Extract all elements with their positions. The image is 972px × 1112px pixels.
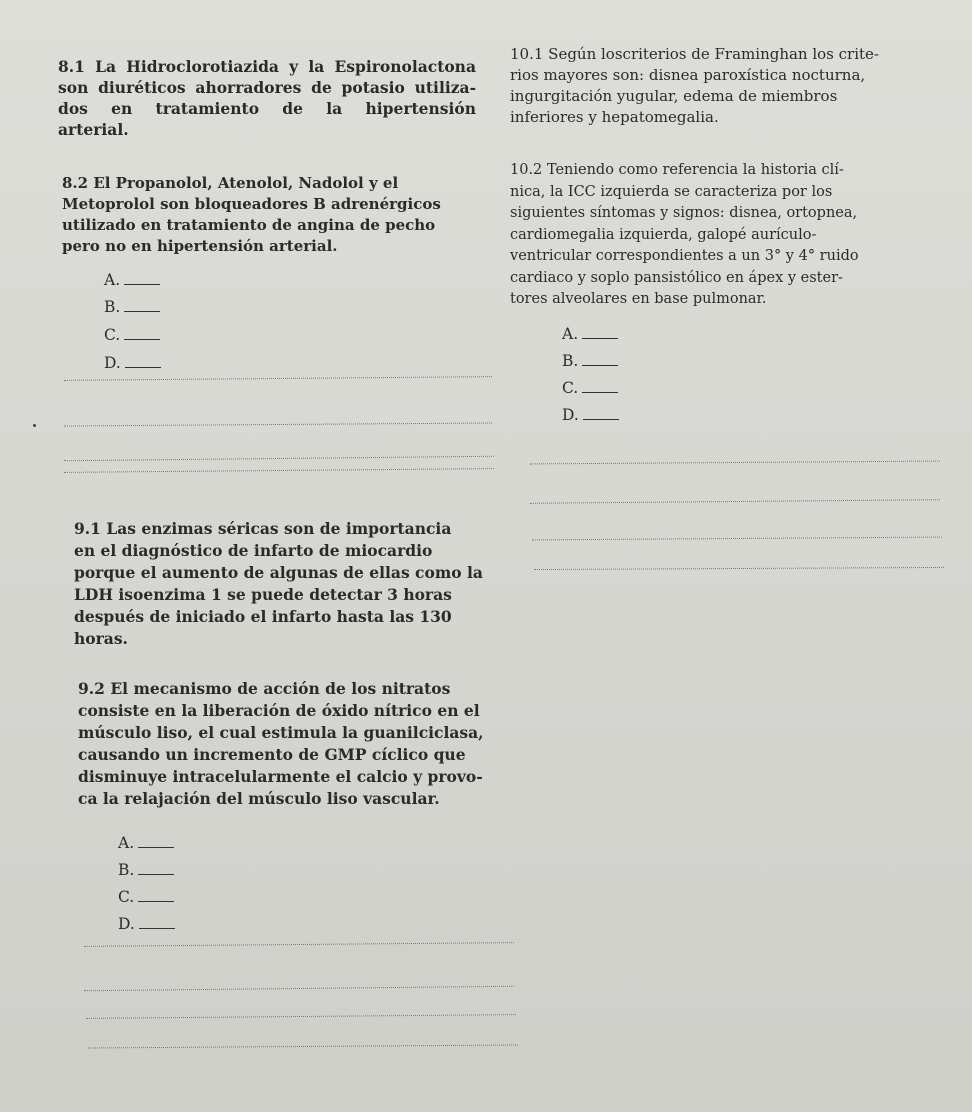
answer-blank[interactable] (582, 391, 618, 393)
q101-line-1: 10.1 Según loscriterios de Framinghan los crite- (510, 45, 879, 63)
q92-line-3: músculo liso, el cual estimula la guanilciclasa, (78, 723, 484, 742)
q102-line-3: siguientes síntomas y signos: disnea, ortopnea, (510, 205, 858, 221)
q102-line-1: 10.2 Teniendo como referencia la historia clí- (510, 162, 844, 178)
answer-line-8[interactable] (88, 1044, 518, 1048)
q82-option-d-label: D. (104, 354, 121, 372)
answer-line-6[interactable] (84, 986, 514, 992)
q92-line-5: disminuye intracelularmente el calcio y provo- (78, 767, 483, 786)
q92-option-b[interactable] (118, 861, 174, 879)
q92-option-b-label: B. (118, 861, 135, 879)
q81-line-2: son diuréticos ahorradores de potasio utiliza- (58, 78, 476, 97)
q102-line-4: cardiomegalia izquierda, galopé aurículo- (510, 226, 817, 243)
q102-line-5: ventricular correspondientes a un 3° y 4° ruido (510, 248, 859, 264)
q101-line-3: ingurgitación yugular, edema de miembros (510, 87, 838, 105)
answer-line-11[interactable] (532, 537, 942, 541)
q91-line-2: en el diagnóstico de infarto de miocardio (74, 541, 433, 560)
question-10-1 (510, 44, 940, 128)
question-8-1 (58, 56, 476, 140)
question-8-2 (62, 173, 474, 257)
q92-option-c-label: C. (118, 888, 135, 906)
q81-line-1: 8.1 La Hidroclorotiazida y la Espironolactona (58, 57, 476, 76)
answer-line-2[interactable] (64, 423, 492, 427)
q82-option-b-label: B. (104, 298, 121, 316)
q102-line-2: nica, la ICC izquierda se caracteriza por los (510, 183, 833, 200)
q82-option-a-label: A. (104, 271, 121, 289)
q92-option-a-label: A. (118, 834, 135, 852)
q101-line-4: inferiores y hepatomegalia. (510, 108, 719, 126)
answer-blank[interactable] (582, 337, 618, 339)
q92-line-1: 9.2 El mecanismo de acción de los nitratos (78, 679, 451, 698)
answer-line-5[interactable] (84, 942, 514, 947)
answer-blank[interactable] (138, 846, 174, 848)
q82-option-b[interactable] (104, 298, 160, 316)
q102-option-b-label: B. (562, 352, 579, 370)
q81-line-3: dos en tratamiento de la hipertensión (58, 99, 476, 118)
answer-blank[interactable] (124, 338, 160, 340)
answer-blank[interactable] (139, 927, 175, 929)
q92-line-4: causando un incremento de GMP cíclico que (78, 745, 466, 764)
pen-mark (33, 424, 36, 427)
q102-option-d-label: D. (562, 406, 579, 424)
q102-option-b[interactable] (562, 352, 618, 370)
answer-line-3[interactable] (64, 456, 494, 462)
q92-option-c[interactable] (118, 888, 174, 906)
q82-option-c-label: C. (104, 326, 121, 344)
question-9-1 (74, 518, 494, 650)
q92-option-d[interactable] (118, 915, 175, 933)
q92-line-2: consiste en la liberación de óxido nítrico en el (78, 701, 480, 720)
q92-option-a[interactable] (118, 834, 174, 852)
answer-blank[interactable] (583, 418, 619, 420)
q91-line-3: porque el aumento de algunas de ellas como la (74, 563, 483, 582)
q101-line-2: rios mayores son: disnea paroxística nocturna, (510, 66, 866, 84)
answer-line-10[interactable] (530, 499, 940, 504)
answer-line-7[interactable] (86, 1014, 516, 1019)
answer-line-9[interactable] (530, 461, 940, 465)
q82-option-c[interactable] (104, 326, 160, 344)
q92-option-d-label: D. (118, 915, 135, 933)
q102-option-c[interactable] (562, 379, 618, 397)
q82-option-a[interactable] (104, 271, 160, 289)
q92-line-6: ca la relajación del músculo liso vascular. (78, 789, 440, 808)
answer-blank[interactable] (125, 366, 161, 368)
q102-line-6: cardiaco y soplo pansistólico en ápex y ester- (510, 269, 843, 286)
q102-option-c-label: C. (562, 379, 579, 397)
q91-line-5: después de iniciado el infarto hasta las 130 (74, 607, 452, 626)
q81-line-4: arterial. (58, 120, 129, 139)
q102-option-a[interactable] (562, 325, 618, 343)
question-9-2 (78, 678, 494, 810)
q91-line-6: horas. (74, 629, 128, 648)
q82-line-2: Metoprolol son bloqueadores B adrenérgicos (62, 195, 441, 213)
q91-line-4: LDH isoenzima 1 se puede detectar 3 horas (74, 585, 452, 604)
q82-line-4: pero no en hipertensión arterial. (62, 237, 338, 255)
question-10-2 (510, 160, 940, 311)
q102-line-7: tores alveolares en base pulmonar. (510, 291, 767, 307)
q82-line-3: utilizado en tratamiento de angina de pecho (62, 216, 436, 234)
answer-blank[interactable] (124, 310, 160, 312)
q102-option-a-label: A. (562, 325, 579, 343)
q82-line-1: 8.2 El Propanolol, Atenolol, Nadolol y el (62, 174, 399, 192)
answer-blank[interactable] (138, 873, 174, 875)
q91-line-1: 9.1 Las enzimas séricas son de importancia (74, 519, 452, 538)
answer-blank[interactable] (582, 364, 618, 366)
answer-blank[interactable] (138, 900, 174, 902)
answer-line-12[interactable] (534, 567, 944, 570)
answer-line-1[interactable] (64, 376, 492, 381)
answer-line-4[interactable] (64, 468, 494, 473)
q102-option-d[interactable] (562, 406, 619, 424)
answer-blank[interactable] (124, 283, 160, 285)
q82-option-d[interactable] (104, 354, 161, 372)
